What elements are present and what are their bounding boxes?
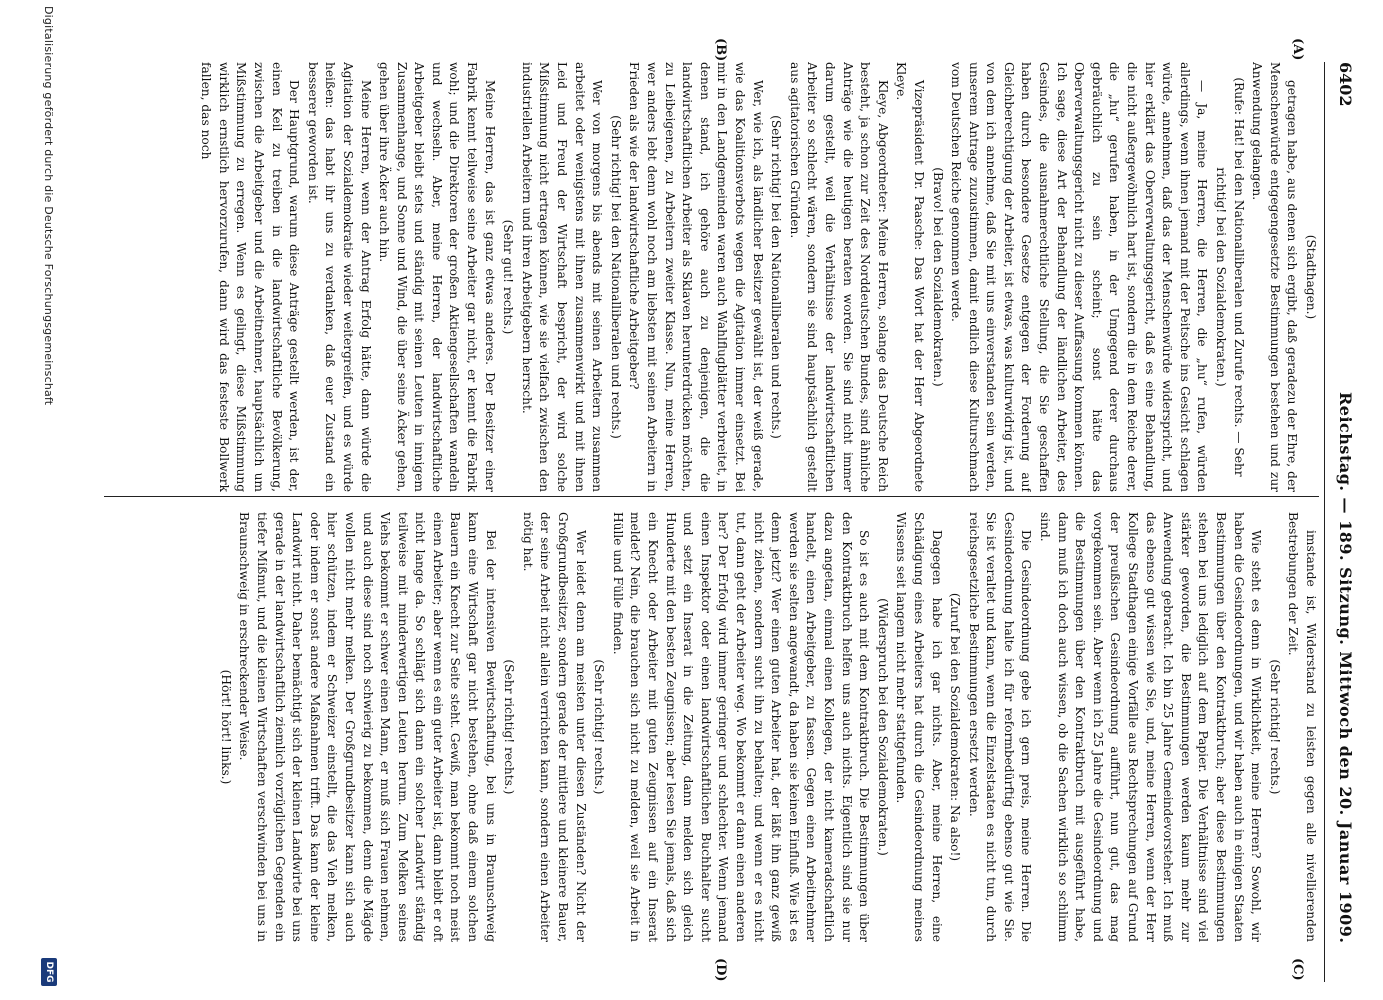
margin-letter-b: (B) — [713, 38, 728, 62]
paragraph: Der Hauptgrund, warum diese Anträge gestellt werden, ist der, einen Keil zu treiben in die landwirtschaftliche Bevölkerung, zwischen die Arbeitgeber und die Arbeitnehmer, hauptsächlich um Mißstimmung zu erregen. Wenn es gelingt, diese Mißstimmung wirklich ernstlich hervorzurufen, dann wird das festeste Bollwerk fallen, das noch — [199, 62, 302, 492]
paragraph: (Hört! hört! links.) — [218, 669, 233, 785]
paragraph: Wer, wie ich, als ländlicher Besitzer gewählt ist, der weiß gerade, wie das Koalitionsverbots wegen die Agitation immer einsetzt. Bei mir in den Landgemeinden waren auch Wahlflugblätter verbreitet, in denen stand, ich gehöre auch zu denjenigen, die die landwirtschaftlichen Arbeiter als Sklaven herunterdrücken möchten, zu Leibeigenen, zu Arbeitern zweiter Klasse. Nun, meine Herren, wer anders lebt denn wohl noch am liebsten mit seinen Arbeitern in Frieden als wie der landwirtschaftliche Arbeitgeber? — [627, 62, 765, 492]
footer-credit: Digitalisierung gefördert durch die Deutsche Forschungsgemeinschaft — [42, 6, 55, 406]
paragraph: Dagegen habe ich gar nichts. Aber, meine Herren, eine Schädigung eines Arbeiters hat durch die Gesindeordnung meines Wissens seit langem nicht mehr stattgefunden. — [894, 512, 944, 942]
paragraph: imstande ist, Widerstand zu leisten gegen alle nivellierenden Bestrebungen der Zeit. — [1286, 512, 1318, 942]
column-divider — [104, 496, 1319, 497]
paragraph: So ist es auch mit dem Kontraktbruch. Die Bestimmungen über den Kontraktbruch helfen uns auch nichts. Eigentlich sind sie nur dazu angetan, einmal einen Kollegen, der nicht kameradschaftlich handelt, einen Arbeitgeber, zu fassen. Gegen einen Arbeitnehmer werden sie selten angewandt, da haben sie keinen Einfluß. Wie ist es denn jetzt? Wer einen guten Arbeiter hat, der läßt ihn ganz gewiß nicht ziehen, sondern sucht ihn zu behalten; und wenn er es nicht tut, dann geht der Arbeiter weg. Wo bekommt er dann einen anderen her? Der Erfolg wird immer geringer und schlechter. Wenn jemand einen Inspektor oder einen landwirtschaftlichen Buchhalter sucht und setzt ein Inserat in die Zeitung, dann melden sich gleich Hunderte mit den besten Zeugnissen; aber lesen Sie jemals, daß sich ein Knecht oder Arbeiter mit guten Zeugnissen auf ein Inserat meldet? Nein, die brauchen sich nicht zu melden, weil sie Arbeit in Hülle und Fülle finden. — [610, 512, 872, 942]
paragraph: Wie steht es denn in Wirklichkeit, meine Herren? Sowohl, wir haben die Gesindeordnungen, und wir haben auch in einigen Staaten Bestimmungen über den Kontraktbruch; aber diese Bestimmungen stehen bei uns lediglich auf dem Papier. Die Verhältnisse sind viel stärker geworden, die Bestimmungen werden kaum mehr zur Anwendung gebracht. Ich bin 25 Jahre Gemeindevorsteher. Ich muß das ebenso gut wissen wie Sie, und, meine Herren, wenn der Herr Kollege Stadthagen einige Vorfälle aus Rechtsprechungen auf Grund der preußischen Gesindeordnung aufführt, nun gut, das mag vorgekommen sein. Aber wenn ich 25 Jahre die Gesindeordnung und die Bestimmungen über den Kontraktbruch mit ausgeführt habe, dann muß ich doch auch wissen, ob die Sachen wirklich so schlimm sind. — [1038, 512, 1264, 942]
page-header — [1325, 62, 1355, 982]
paragraph: (Zuruf bei den Sozialdemokraten: Na also!) — [948, 592, 963, 862]
paragraph: Die Gesindeordnung gebe ich gern preis, meine Herren. Die Gesindeordnung halte ich für reformbedürftig ebenso gut wie Sie. Sie ist veraltet und kann, wenn die Einzelstaaten es nicht tun, durch reichsgesetzliche Bestimmungen ersetzt werden. — [966, 512, 1034, 942]
dfg-logo: DFG — [41, 958, 57, 986]
paragraph: Meine Herren, wenn der Antrag Erfolg hätte, dann würde die Agitation der Sozialdemokratie wieder weitergreifen, und es würde heißen: das habt ihr uns zu verdanken, daß euer Zustand ein besserer geworden ist. — [305, 62, 373, 492]
margin-letter-c: (C) — [1290, 958, 1305, 981]
paragraph: (Sehr richtig! rechts.) — [592, 659, 607, 795]
paragraph: (Sehr richtig! rechts.) — [502, 659, 517, 795]
paragraph: (Widerspruch bei den Sozialdemokraten.) — [875, 598, 890, 856]
paragraph: Wer leidet denn am meisten unter diesen Zuständen? Nicht der Großgrundbesitzer, sondern gerade der mittlere und kleinere Bauer, der seine Arbeit nicht allein verrichten kann, sondern einen Arbeiter nötig hat. — [520, 512, 588, 942]
paragraph: (Sehr richtig! rechts.) — [1267, 659, 1282, 795]
page-number: 6402 — [1336, 62, 1355, 107]
margin-letter-d: (D) — [713, 958, 728, 982]
paragraph: Bei der intensiven Bewirtschaftung, bei uns in Braunschweig kann eine Wirtschaft gar nicht bestehen, ohne daß einem solchen Bauern ein Knecht zur Seite steht. Gewiß, man bekommt noch meist einen Arbeiter; aber wenn es ein guter Arbeiter ist, dann bleibt er oft nicht lange da. So schlägt sich dann ein solcher Landwirt ständig teilweise mit minderwertigen Leuten herum. Zum Melken seines Viehs bekommt er schwer einen Mann, er muß sich Frauen nehmen, und auch diese sind noch schwierig zu bekommen, denn die Mägde wollen nicht mehr melken. Der Großgrundbesitzer kann sich auch hier schützen, indem er Schweizer einstellt, die das Vieh melken, oder indem er sonst andere Maßnahmen trifft. Das kann der kleine Landwirt nicht. Daher bemächtigt sich der kleinen Landwirte bei uns gerade in der landwirtschaftlich ziemlich vorzüglichen Gegenden ein tiefer Mißmut, und die kleinen Wirtschaften verschwinden bei uns in Braunschweig in erschreckender Weise. — [237, 512, 498, 942]
paragraph: (Bravo! bei den Sozialdemokraten.) — [930, 167, 945, 387]
right-text-column — [104, 512, 1319, 942]
left-text-column — [104, 62, 1319, 492]
paragraph: Meine Herren, das ist ganz etwas anderes. Der Besitzer einer Fabrik kennt teilweise seine Arbeiter gar nicht, er kennt die Fabrik wohl; und die Direktoren der großen Aktiengesellschaften wandeln und wechseln. Aber, meine Herren, der landwirtschaftliche Arbeitgeber bleibt stets und ständig mit seinen Leuten in innigem Zusammenhange, und Sonne und Wind, die über seine Äcker gehen, gehen über ihre Äcker auch hin. — [377, 62, 497, 492]
paragraph: (Sehr richtig! bei den Nationalliberalen und rechts.) — [608, 115, 623, 439]
paragraph: Wer von morgens bis abends mit seinen Arbeitern zusammen arbeitet oder wenigstens mit ihnen zusammenwirkt und mit ihnen Leid und Freud der Wirtschaft bespricht, der wird solche Mißstimmung nicht ertragen können, wie sie vielfach zwischen den industriellen Arbeitern und ihren Arbeitgebern herrscht. — [519, 62, 605, 492]
header-rule — [1324, 62, 1325, 982]
footer-strip — [23, 0, 63, 1000]
paragraph: (Sehr richtig! bei den Nationalliberalen und rechts.) — [769, 115, 784, 439]
paragraph: Kleye, Abgeordneter: Meine Herren, solange das Deutsche Reich besteht, ja schon zur Zeit des Norddeutschen Bundes, sind ähnliche Anträge wie die heutigen beraten worden. Sie sind nicht immer darum gestellt, weil die Verhältnisse der landwirtschaftlichen Arbeiter so schlecht wären, sondern sie sind hauptsächlich gestellt aus agitatorischen Gründen. — [787, 62, 890, 492]
paragraph: getragen habe, aus denen sich ergibt, daß geradezu der Ehre, der Menschenwürde entgegengesetzte Bestimmungen bestehen und zur Anwendung gelangen. — [1250, 62, 1300, 492]
margin-letter-a: (A) — [1290, 38, 1305, 61]
paragraph: (Rufe: Hat! bei den Nationalliberalen und Zurufe rechts. — Sehr richtig! bei den Sozialdemokraten.) — [1214, 77, 1246, 477]
paragraph: Vizepräsident Dr. Paasche: Das Wort hat der Herr Abgeordnete Kleye. — [894, 62, 926, 492]
page-title: Reichstag. — 189. Sitzung. Mittwoch den 20. Januar 1909. — [1336, 392, 1355, 944]
paragraph: — Ja, meine Herren, die Herren, die „hu“ rufen, würden allerdings, wenn ihnen jemand mit der Peitsche ins Gesicht schlagen würde, annehmen, daß das der Menschenwürde widerspricht, und hier erklärt das Oberverwaltungsgericht, daß es eine Behandlung, die nicht außergewöhnlich hart ist, sondern die in dem Reiche derer, die „hu“ gerufen haben, in der Umgegend derer durchaus gebräuchlich zu sein scheint; sonst hätte das Oberverwaltungsgericht nicht zu dieser Auffassung kommen können. Ich sage, diese Art der Behandlung der ländlichen Arbeiter, des Gesindes, die ausnahmerechtliche Stellung, die Sie geschaffen haben durch besondere Gesetze entgegen der Forderung auf Gleichberechtigung der Arbeiter, ist etwas, was kulturwidrig ist, und von dem ich annehme, daß Sie mit uns einverstanden sein werden, unserem Antrage zuzustimmen, damit endlich diese Kulturschmach vom Deutschen Reiche genommen werde. — [949, 62, 1210, 492]
paragraph: (Stadthagen.) — [1304, 234, 1318, 320]
paragraph: (Sehr gut! rechts.) — [501, 219, 516, 335]
